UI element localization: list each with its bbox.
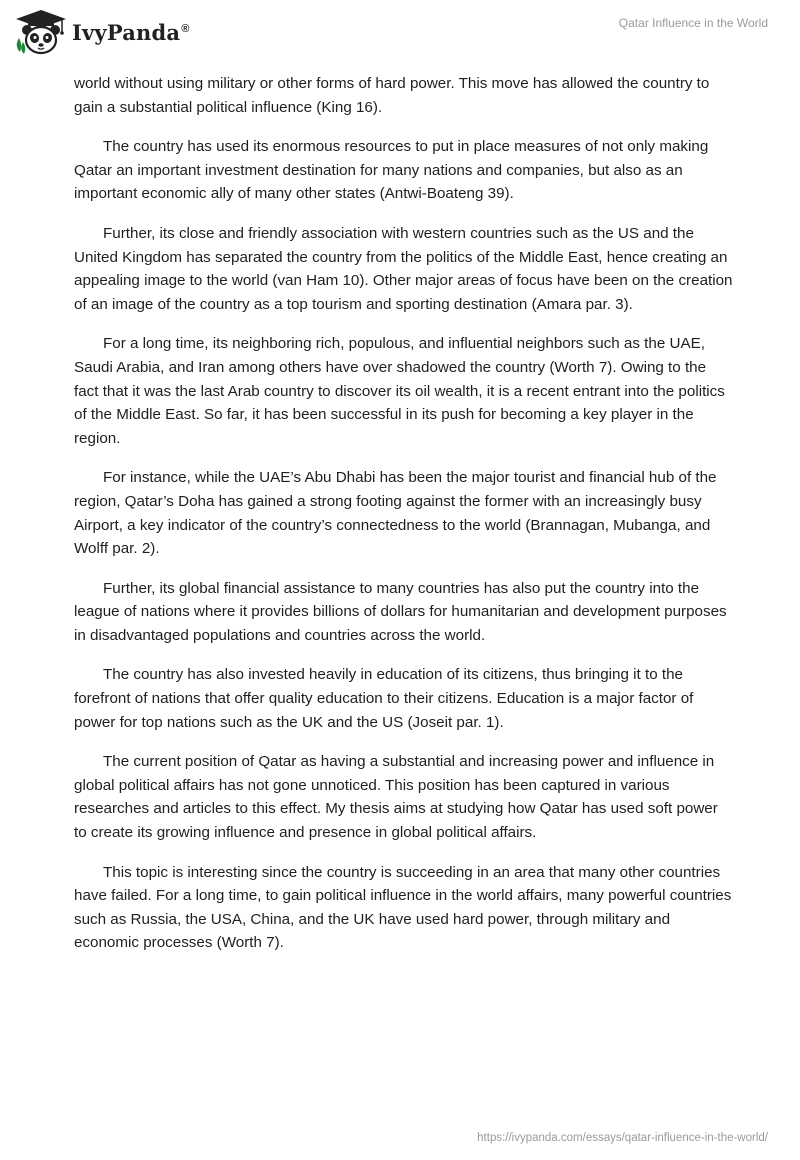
- ivypanda-logo[interactable]: [14, 8, 190, 56]
- paragraph: The current position of Qatar as having a substantial and increasing power and influence in global political affairs has not gone unnoticed. This position has been captured in various researches and articles to this effect. My thesis aims at studying how Qatar has used soft power to create its growing influence and presence in global political affairs.: [74, 753, 718, 842]
- document-title: Qatar Influence in the World: [618, 16, 768, 30]
- source-url-link[interactable]: https://ivypanda.com/essays/qatar-influence-in-the-world/: [477, 1132, 768, 1144]
- essay-body: [74, 72, 734, 971]
- paragraph: Further, its global financial assistance to many countries has also put the country into the league of nations where it provides billions of dollars for humanitarian and development purposes in disadvantaged populations and countries across the world.: [74, 579, 727, 644]
- paragraph: The country has used its enormous resources to put in place measures of not only making Qatar an important investment destination for many nations and companies, but also as an important economic ally of many other states (Antwi-Boateng 39).: [74, 138, 709, 203]
- paragraph: This topic is interesting since the country is succeeding in an area that many other countries have failed. For a long time, to gain political influence in the world affairs, many powerful countries such as Russia, the USA, China, and the UK have used hard power, through military and economic processes (Worth 7).: [74, 863, 732, 952]
- paragraph: Further, its close and friendly association with western countries such as the US and the United Kingdom has separated the country from the politics of the Middle East, hence creating an appealing image to the world (van Ham 10). Other major areas of focus have been on the creation of an image of the country as a top tourism and sporting destination (Amara par. 3).: [74, 224, 733, 313]
- panda-graduate-icon: [14, 8, 68, 56]
- page-header: [0, 0, 800, 62]
- paragraph: world without using military or other forms of hard power. This move has allowed the country to gain a substantial political influence (King 16).: [74, 75, 710, 116]
- paragraph: The country has also invested heavily in education of its citizens, thus bringing it to the forefront of nations that offer quality education to their citizens. Education is a major factor of power for top nations such as the UK and the US (Joseit par. 1).: [74, 666, 694, 731]
- registered-mark: ®: [181, 22, 190, 35]
- paragraph: For instance, while the UAE’s Abu Dhabi has been the major tourist and financial hub of the region, Qatar’s Doha has gained a strong footing against the former with an increasingly busy Airport, a key indicator of the country’s connectedness to the world (Brannagan, Mubanga, and Wolff par. 2).: [74, 469, 717, 558]
- paragraph: For a long time, its neighboring rich, populous, and influential neighbors such as the UAE, Saudi Arabia, and Iran among others have over shadowed the country (Worth 7). Owing to the fact that it was the last Arab country to discover its oil wealth, it is a recent entrant into the politics of the Middle East. So far, it has been successful in its push for becoming a key player in the region.: [74, 335, 725, 447]
- brand-name: IvyPanda®: [72, 19, 190, 45]
